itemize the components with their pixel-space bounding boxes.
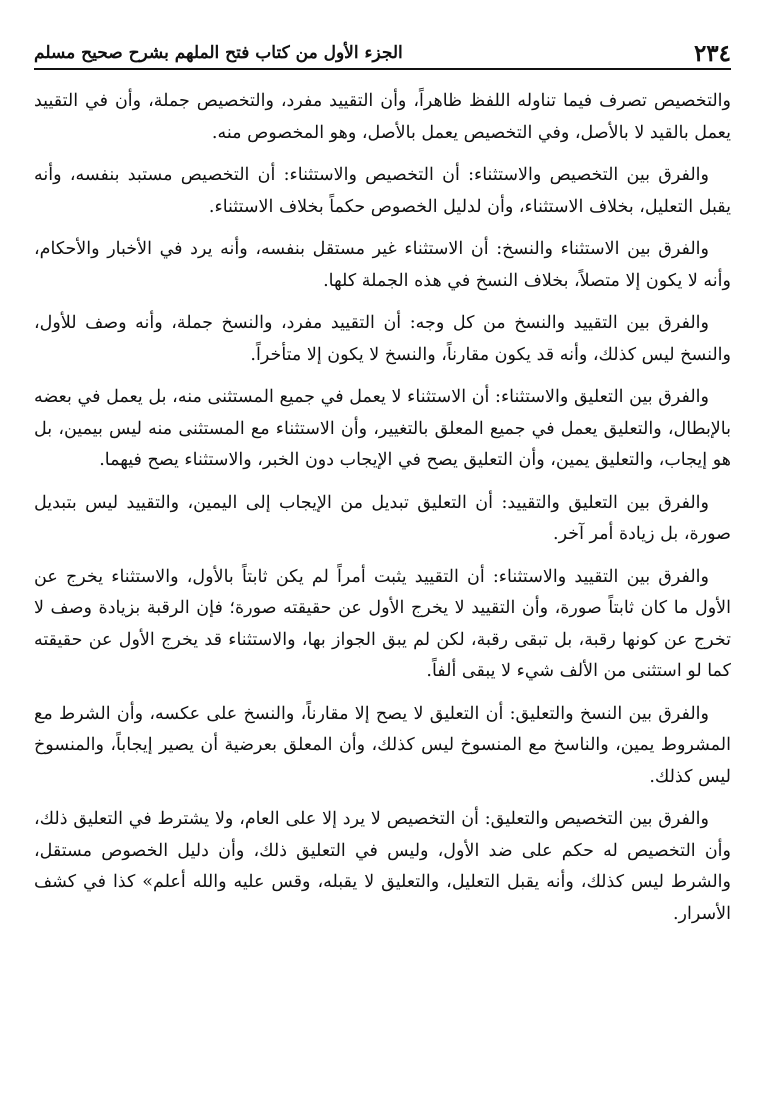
book-page [34, 34, 731, 941]
paragraph-9: والفرق بين التخصيص والتعليق: أن التخصيص لا يرد إلا على العام، ولا يشترط في التعليق ذلك، وأن التخصيص له حكم على ضد الأول، وليس في التعليق ذلك، وأن دليل الخصوص مستقل، والشرط ليس كذلك، وأنه يقبل التعليل، والتعليق لا يقبله، وقس عليه والله أعلم» كذا في كشف الأسرار. [34, 809, 731, 924]
page-number: ٢٣٤ [693, 40, 731, 67]
paragraph-2: والفرق بين التخصيص والاستثناء: أن التخصيص والاستثناء: أن التخصيص مستبد بنفسه، وأنه يقبل التعليل، بخلاف الاستثناء، وأن لدليل الخصوص حكماً بخلاف الاستثناء. [34, 165, 731, 217]
body-text [34, 86, 731, 930]
paragraph-3: والفرق بين الاستثناء والنسخ: أن الاستثناء غير مستقل بنفسه، وأنه يرد في الأخبار والأحكام، وأنه لا يكون إلا متصلاً، بخلاف النسخ في هذه الجملة كلها. [34, 239, 731, 291]
paragraph-7: والفرق بين التقييد والاستثناء: أن التقييد يثبت أمراً لم يكن ثابتاً بالأول، والاستثناء يخرج عن الأول ما كان ثابتاً صورة، وأن التقييد لا يخرج الأول عن حقيقته صورة؛ فإن الرقبة بزيادة وصف لا تخرج عن كونها رقبة، بل تبقى رقبة، لكن لم يبق الجواز بها، والاستثناء قد يخرج الأول عن حقيقته كما لو استثنى من الألف شيء لا يبقى ألفاً. [34, 566, 731, 681]
paragraph-1: والتخصيص تصرف فيما تناوله اللفظ ظاهراً، وأن التقييد مفرد، والتخصيص جملة، وأن في التقييد يعمل بالقيد لا بالأصل، وفي التخصيص يعمل بالأصل، وهو المخصوص منه. [34, 91, 731, 143]
running-title: الجزء الأول من كتاب فتح الملهم بشرح صحيح مسلم [34, 43, 403, 63]
page-header [34, 34, 731, 70]
paragraph-5: والفرق بين التعليق والاستثناء: أن الاستثناء لا يعمل في جميع المستثنى منه، بل يعمل في بعضه بالإبطال، والتعليق يعمل في جميع المعلق بالتغيير، وأن الاستثناء مع المستثنى منه ليس بيمين، بل هو إيجاب، والتعليق يمين، وأن التعليق يصح في الإيجاب دون الخبر، والاستثناء يصح فيهما. [34, 387, 731, 470]
paragraph-8: والفرق بين النسخ والتعليق: أن التعليق لا يصح إلا مقارناً، والنسخ على عكسه، وأن الشرط مع المشروط يمين، والناسخ مع المنسوخ ليس كذلك، وأن المعلق بعرضية أن يصير إيجاباً، والمنسوخ ليس كذلك. [34, 703, 731, 787]
paragraph-6: والفرق بين التعليق والتقييد: أن التعليق تبديل من الإيجاب إلى اليمين، والتقييد ليس بتبديل صورة، بل زيادة أمر آخر. [34, 492, 731, 544]
paragraph-4: والفرق بين التقييد والنسخ من كل وجه: أن التقييد مفرد، والنسخ جملة، وأنه وصف للأول، والنسخ ليس كذلك، وأنه قد يكون مقارناً، والنسخ لا يكون إلا متأخراً. [34, 313, 731, 365]
